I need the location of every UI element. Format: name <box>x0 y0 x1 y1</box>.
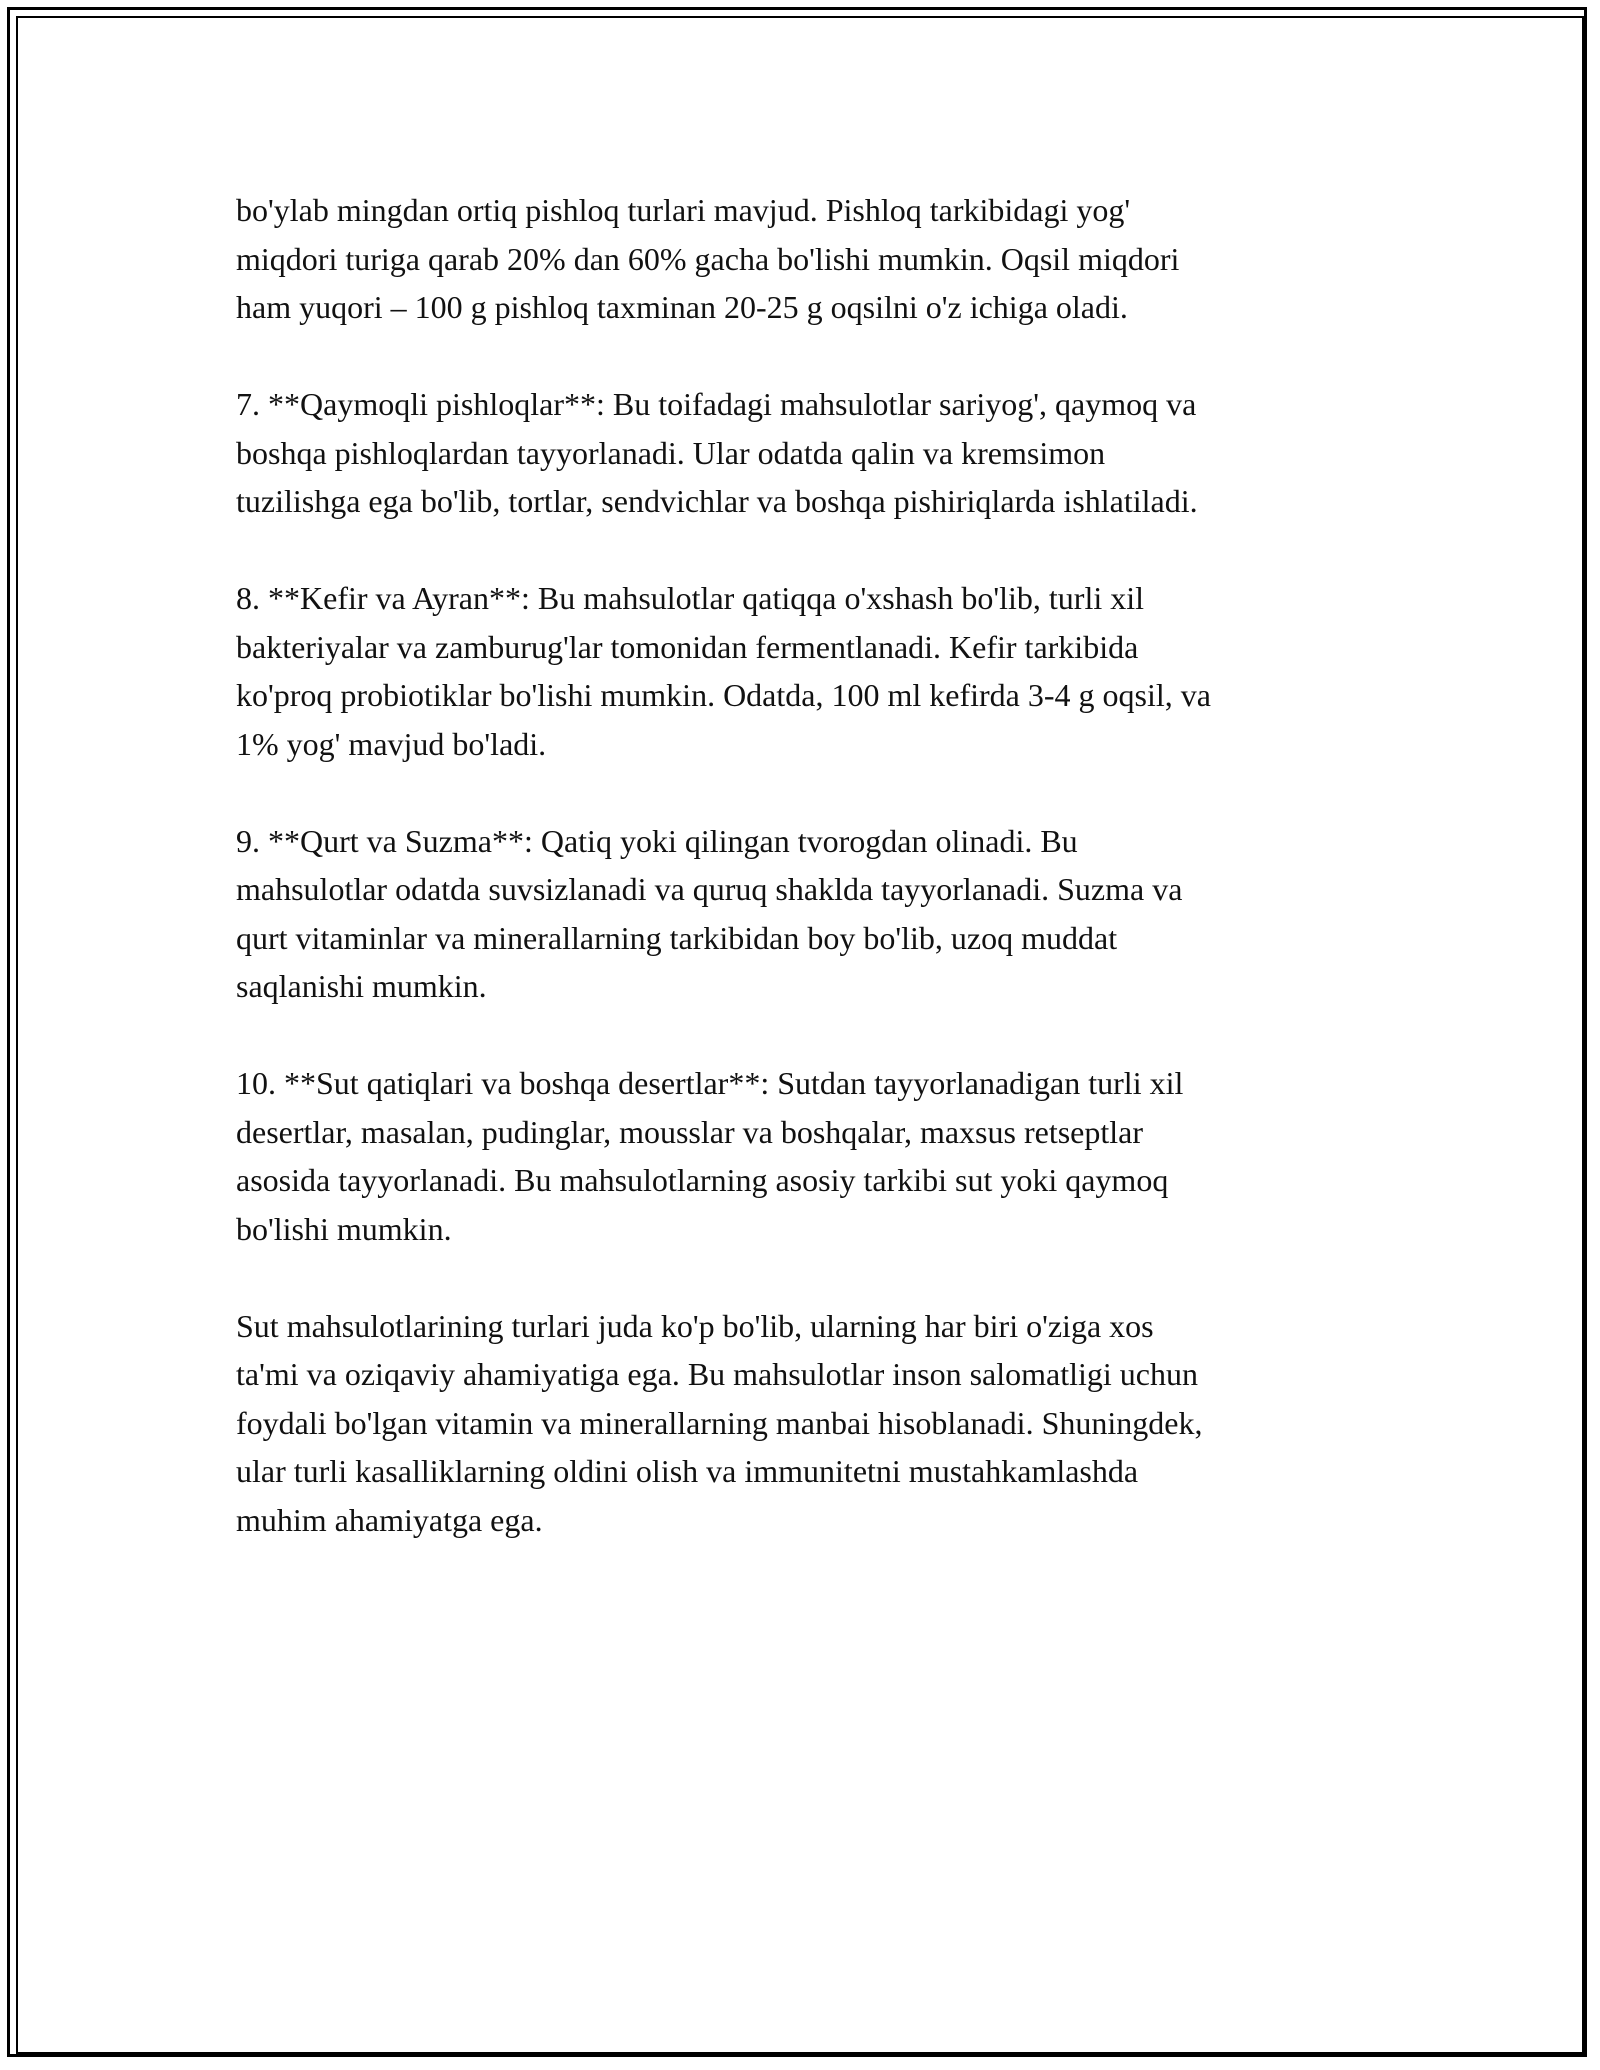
paragraph-item-10 <box>236 1059 1366 1253</box>
text-line: bo'ylab mingdan ortiq pishloq turlari mavjud. Pishloq tarkibidagi yog' <box>236 192 1131 228</box>
paragraph-item-7 <box>236 380 1366 526</box>
text-line: 9. **Qurt va Suzma**: Qatiq yoki qilingan tvorogdan olinadi. Bu <box>236 822 1078 859</box>
text-line: boshqa pishloqlardan tayyorlanadi. Ular odatda qalin va kremsimon <box>236 434 1106 471</box>
paragraph-item-8 <box>236 574 1366 768</box>
text-line: 1% yog' mavjud bo'ladi. <box>236 725 547 762</box>
text-line: 8. **Kefir va Ayran**: Bu mahsulotlar qatiqqa o'xshash bo'lib, turli xil <box>236 580 1145 616</box>
paragraph-cheese-continued <box>236 186 1366 332</box>
paragraph-item-9 <box>236 817 1366 1011</box>
text-line: ta'mi va oziqaviy ahamiyatiga ega. Bu mahsulotlar inson salomatligi uchun <box>236 1356 1198 1392</box>
text-line: desertlar, masalan, pudinglar, mousslar va boshqalar, maxsus retseptlar <box>236 1113 1143 1150</box>
text-line: muhim ahamiyatga ega. <box>236 1501 543 1538</box>
text-line: saqlanishi mumkin. <box>236 968 487 1004</box>
text-line: 7. **Qaymoqli pishloqlar**: Bu toifadagi mahsulotlar sariyog', qaymoq va <box>236 386 1197 422</box>
text-line: bakteriyalar va zamburug'lar tomonidan fermentlanadi. Kefir tarkibida <box>236 628 1139 665</box>
text-line: ham yuqori – 100 g pishloq taxminan 20-25 g oqsilni o'z ichiga oladi. <box>236 289 1128 325</box>
text-line: 10. **Sut qatiqlari va boshqa desertlar**: Sutdan tayyorlanadigan turli xil <box>236 1065 1184 1101</box>
text-line: ular turli kasalliklarning oldini olish va immunitetni mustahkamlashda <box>236 1453 1139 1489</box>
text-line: qurt vitaminlar va minerallarning tarkibidan boy bo'lib, uzoq muddat <box>236 919 1118 956</box>
text-line: asosida tayyorlanadi. Bu mahsulotlarning asosiy tarkibi sut yoki qaymoq <box>236 1162 1169 1198</box>
text-line: foydali bo'lgan vitamin va minerallarning manbai hisoblanadi. Shuningdek, <box>236 1404 1203 1441</box>
text-line: bo'lishi mumkin. <box>236 1210 452 1247</box>
text-line: miqdori turiga qarab 20% dan 60% gacha bo'lishi mumkin. Oqsil miqdori <box>236 240 1180 277</box>
text-line: tuzilishga ega bo'lib, tortlar, sendvichlar va boshqa pishiriqlarda ishlatiladi. <box>236 483 1198 519</box>
paragraph-conclusion <box>236 1302 1366 1545</box>
text-line: ko'proq probiotiklar bo'lishi mumkin. Odatda, 100 ml kefirda 3-4 g oqsil, va <box>236 677 1211 713</box>
text-line: Sut mahsulotlarining turlari juda ko'p bo'lib, ularning har biri o'ziga xos <box>236 1307 1154 1344</box>
document-body <box>236 186 1366 1593</box>
text-line: mahsulotlar odatda suvsizlanadi va quruq shaklda tayyorlanadi. Suzma va <box>236 871 1183 907</box>
